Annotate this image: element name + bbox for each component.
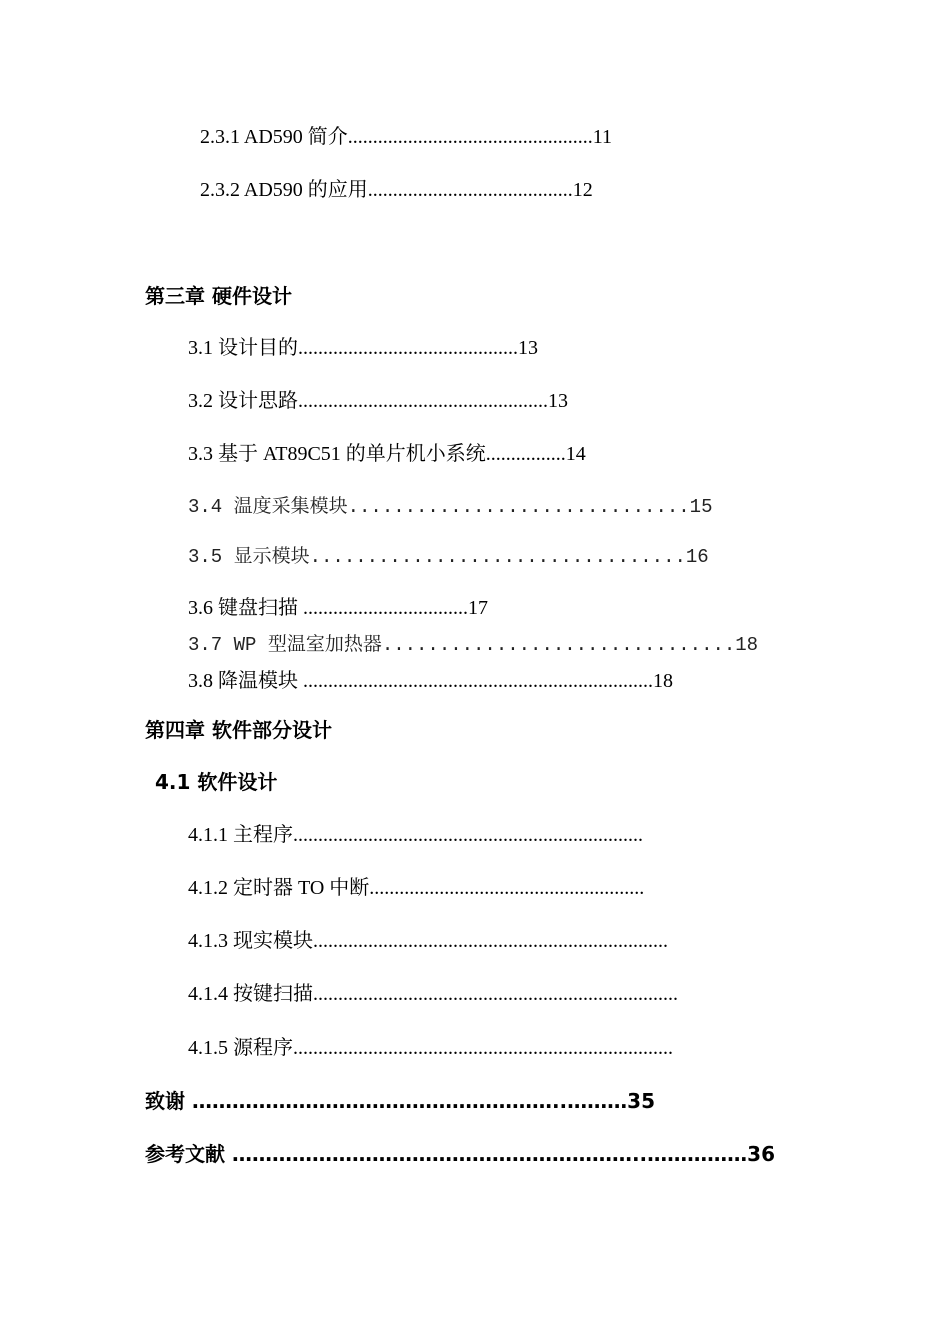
section-4-1-heading: 4.1 软件设计 [155,770,278,794]
toc-entry-3-3: 3.3 基于 AT89C51 的单片机小系统................14 [188,443,586,465]
references-entry: 参考文献 ……………………………………………………..……………36 [145,1142,775,1166]
toc-entry-2-3-1: 2.3.1 AD590 简介.................................................11 [200,126,613,148]
toc-entry-2-3-2: 2.3.2 AD590 的应用.........................................12 [200,179,593,201]
toc-entry-4-1-4: 4.1.4 按键扫描......................................................................... [188,983,678,1005]
toc-entry-3-1: 3.1 设计目的............................................13 [188,337,538,359]
toc-entry-3-7: 3.7 WP 型温室加热器...............................18 [188,634,759,656]
chapter-3-heading: 第三章 硬件设计 [145,284,292,308]
toc-entry-3-6: 3.6 键盘扫描 .................................17 [188,597,488,619]
toc-entry-4-1-3: 4.1.3 现实模块....................................................................... [188,930,668,952]
toc-entry-3-4: 3.4 温度采集模块..............................15 [188,496,713,518]
toc-entry-4-1-5: 4.1.5 源程序............................................................................ [188,1037,673,1059]
toc-entry-4-1-2: 4.1.2 定时器 TO 中断....................................................... [188,877,645,899]
chapter-4-heading: 第四章 软件部分设计 [145,718,332,742]
toc-entry-4-1-1: 4.1.1 主程序...................................................................... [188,824,643,846]
toc-entry-3-2: 3.2 设计思路..................................................13 [188,390,568,412]
acknowledgements-entry: 致谢 ………………………………………………..………35 [145,1089,655,1113]
toc-entry-3-5: 3.5 显示模块.................................16 [188,546,709,568]
toc-entry-3-8: 3.8 降温模块 ......................................................................18 [188,670,673,692]
